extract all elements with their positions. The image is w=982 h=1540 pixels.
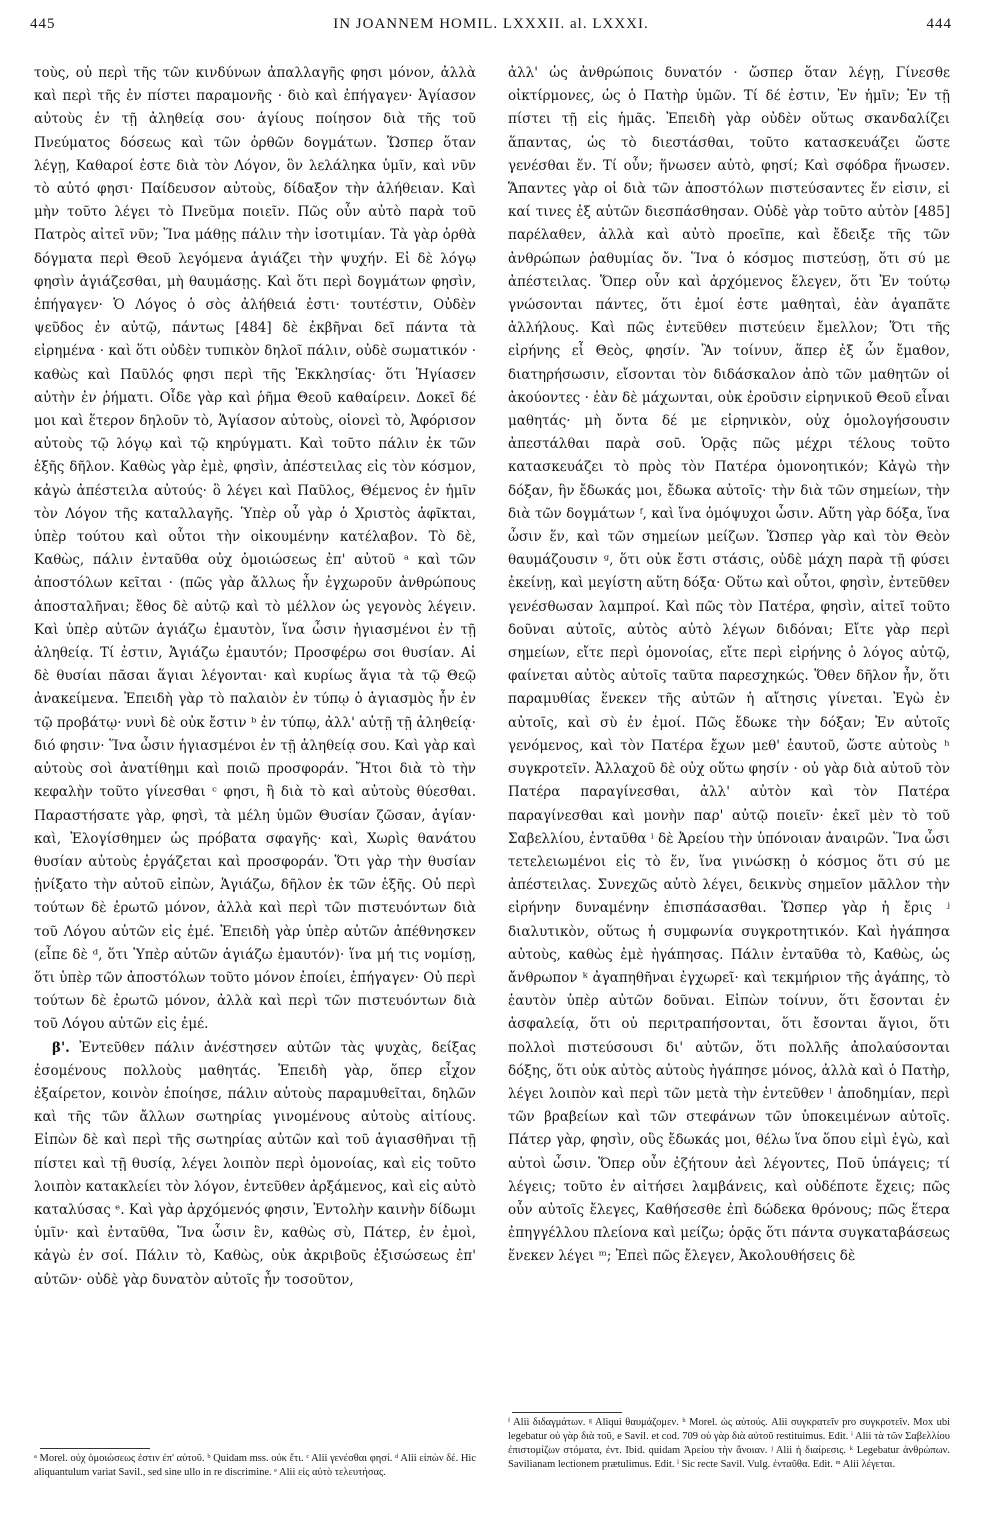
right-paragraph-1: ἀλλ' ὡς ἀνθρώποις δυνατόν · ὥσπερ ὅταν λέγῃ, Γίνεσθε οἰκτίρμονες, ὡς ὁ Πατὴρ ὑμῶν. Τί δέ ἐστιν, Ἐν ἡμῖν; Ἐν τῇ πίστει τῇ εἰς ἡμᾶς. Ἐπειδὴ γὰρ οὐδὲν οὕτως σκανδαλίζει ἅπαντας, ὡς τὸ διεστάσθαι, τοῦτο κατασκευάζει ὥστε γενέσθαι ἕν. Τί οὖν; ἥνωσεν αὐτὸ, φησί; Καὶ σφόδρα ἥνωσεν. Ἅπαντες γὰρ οἱ διὰ τῶν ἀποστόλων πιστεύσαντες ἕν εἰσιν, εἰ καί τινες ἐξ αὐτῶν διεσπάσθησαν. Οὐδὲ γὰρ τοῦτο αὐτὸν [485] παρέλαθεν, ἀλλὰ καὶ αὐτὸ προεῖπε, καὶ ἔδειξε τῆς τῶν ἀνθρώπων ῥαθυμίας ὄν. Ἵνα ὁ κόσμος πιστεύσῃ, ὅτι σύ με ἀπέστειλας. Ὅπερ οὖν καὶ ἀρχόμενος ἔλεγεν, ὅτι Ἐν τούτῳ γνώσονται πάντες, ὅτι ἐμοί ἐστε μαθηταὶ, ἐὰν ἀγαπᾶτε ἀλλήλους. Καὶ πῶς ἐντεῦθεν πιστεύειν ἔμελλον; Ὅτι τῆς εἰρήνης εἶ Θεὸς, φησίν. Ἂν τοίνυν, ἅπερ ἐξ ὧν ἔμαθον, διατηρήσωσιν, εἴσονται τὸν διδάσκαλον ἀπὸ τῶν μαθητῶν οἱ ἀκούοντες · ἐὰν δὲ μάχωνται, οὐκ ἐροῦσιν εἰρηνικοῦ Θεοῦ εἶναι μαθητάς· μὴ ὄντα δέ με εἰρηνικὸν, οὐχ ὁμολογήσουσιν ἀπεστάλθαι παρὰ σοῦ. Ὁρᾷς πῶς μέχρι τέλους τοῦτο κατασκευάζει τὸ πρὸς τὸν Πατέρα ὁμονοητικόν; Κἀγὼ τὴν δόξαν, ἣν ἔδωκάς μοι, ἔδωκα αὐτοῖς· τὴν διὰ τῶν σημείων, τὴν διὰ τῶν δογμάτων ᶠ, καὶ ἵνα ὁμόψυχοι ὦσιν. Αὕτη γὰρ δόξα, ἵνα ὦσιν ἕν, καὶ τῶν σημείων μείζων. Ὥσπερ γὰρ καὶ τὸν Θεὸν θαυμάζουσιν ᵍ, ὅτι οὐκ ἔστι στάσις, οὐδὲ μάχη παρὰ τῇ φύσει ἐκείνῃ, καὶ μεγίστη αὕτη δόξα· Οὕτω καὶ οὗτοι, φησὶν, ἐντεῦθεν γενέσθωσαν λαμπροί. Καὶ πῶς τὸν Πατέρα, φησὶν, αἰτεῖ τοῦτο δοῦναι αὐτοῖς, αὐτὸς αὐτὸ λέγων διδόναι; Εἴτε γὰρ περὶ σημείων, εἴτε περὶ ὁμονοίας, εἴτε περὶ εἰρήνης ὁ λόγος αὐτῷ, φαίνεται αὐτὸς αὐτοῖς ταῦτα παρεσχηκώς. Ὅθεν δῆλον ἦν, ὅτι παραμυθίας ἕνεκεν τῆς αὐτῶν ἡ αἴτησις γίνεται. Ἐγὼ ἐν αὐτοῖς, καὶ σὺ ἐν ἐμοί. Πῶς ἔδωκε τὴν δόξαν; Ἐν αὐτοῖς γενόμενος, καὶ τὸν Πατέρα ἔχων μεθ' ἑαυτοῦ, ὥστε αὐτοὺς ʰ συγκροτεῖν. Ἀλλαχοῦ δὲ οὐχ οὕτω φησίν · οὐ γὰρ διὰ αὐτοῦ τὸν Πατέρα παραγίνεσθαι, ἀλλ' αὐτὸν καὶ τὸν Πατέρα παραγίνεσθαι καὶ μονὴν παρ' αὐτῷ ποιεῖν· ἐκεῖ μὲν τὸ τοῦ Σαβελλίου, ἐνταῦθα ⁱ δὲ Ἀρείου τὴν ὑπόνοιαν ἀναιρῶν. Ἵνα ὦσι τετελειωμένοι εἰς τὸ ἕν, ἵνα γινώσκῃ ὁ κόσμος ὅτι σύ με ἀπέστειλας. Συνεχῶς αὐτὸ λέγει, δεικνὺς σημεῖον μᾶλλον τὴν εἰρήνην δυναμένην ἐπισπάσασθαι. Ὥσπερ γὰρ ἡ ἔρις ʲ διαλυτικὸν, οὕτως ἡ συμφωνία συγκροτητικόν. Καὶ ἠγάπησα αὐτοὺς, καθὼς ἐμὲ ἠγάπησας. Πάλιν ἐνταῦθα τὸ, Καθὼς, ὡς ἄνθρωπον ᵏ ἀγαπηθῆναι ἐγχωρεῖ· καὶ τεκμήριον τῆς ἀγάπης, τὸ ἑαυτὸν ὑπὲρ αὐτῶν δοῦναι. Εἰπὼν τοίνυν, ὅτι ἔσονται ἐν ἀσφαλείᾳ, ὅτι οὐ περιτραπήσονται, ὅτι ἔσονται ἅγιοι, ὅτι πολλοὶ πιστεύσουσι δι' αὐτῶν, ὅτι πολλῆς ἀπολαύσονται δόξης, ὅτι οὐκ αὐτὸς αὐτοὺς ἠγάπησε μόνος, ἀλλὰ καὶ ὁ Πατὴρ, λέγει λοιπὸν καὶ περὶ τῶν μετὰ τὴν ἐντεῦθεν ˡ ἀποδημίαν, περὶ τῶν βραβείων καὶ τῶν στεφάνων τῶν ὑποκειμένων αὐτοῖς. Πάτερ γὰρ, φησὶν, οὓς ἔδωκάς μοι, θέλω ἵνα ὅπου εἰμὶ ἐγὼ, καὶ αὐτοὶ ὦσιν. Ὅπερ οὖν ἐζήτουν ἀεὶ λέγοντες, Ποῦ ὑπάγεις; τί λέγεις; τοῦτο ἐν αἰτήσει λαμβάνεις, καὶ οὐδέποτε ἔχεις; πῶς οὖν αὐτοῖς ἔλεγες, Καθήσεσθε ἐπὶ δώδεκα θρόνους; πῶς ἕτερα ἐπηγγέλλου πλείονα καὶ μείζω; ὁρᾷς ὅτι πάντα συγκαταβάσεως ἕνεκεν λέγει ᵐ; Ἐπεὶ πῶς ἔλεγεν, Ἀκολουθήσεις δὲ	[508, 65, 950, 1265]
left-paragraph-2	[34, 1037, 476, 1292]
page-number-right: 444	[926, 16, 952, 32]
page-header	[30, 16, 952, 44]
running-head: IN JOANNEM HOMIL. LXXXII. al. LXXXI.	[333, 16, 649, 32]
left-paragraph-2-text: Ἐντεῦθεν πάλιν ἀνέστησεν αὐτῶν τὰς ψυχὰς, δείξας ἐσομένους πολλοὺς μαθητάς. Ἐπειδὴ γὰρ, ὅπερ εἶχον ἐξαίρετον, κοινὸν ἐποίησε, πάλιν αὐτοὺς παραμυθεῖται, δηλῶν καὶ τῆς τῶν ἄλλων σωτηρίας γινομένους αὐτοὺς αἰτίους. Εἰπὼν δὲ καὶ περὶ τῆς σωτηρίας αὐτῶν καὶ τοῦ ἁγιασθῆναι τῇ πίστει καὶ τῇ θυσίᾳ, λέγει λοιπὸν περὶ ὁμονοίας, καὶ εἰς τοῦτο λοιπὸν κατακλείει τὸν λόγον, ἐντεῦθεν ἀρξάμενος, καὶ εἰς αὐτὸ καταλύσας ᵉ. Καὶ γὰρ ἀρχόμενός φησιν, Ἐντολὴν καινὴν δίδωμι ὑμῖν· καὶ ἐνταῦθα, Ἵνα ὦσιν ἓν, καθὼς σὺ, Πάτερ, ἐν ἐμοὶ, κἀγὼ ἐν σοί. Πάλιν τὸ, Καθὼς, οὐκ ἀκριβοῦς ἐξισώσεως ἐπ' αὐτῶν· οὐδὲ γὰρ δυνατὸν αὐτοῖς ἦν τοσοῦτον,	[34, 1039, 476, 1288]
page-number-left: 445	[30, 16, 56, 32]
left-paragraph-1: τοὺς, οὐ περὶ τῆς τῶν κινδύνων ἀπαλλαγῆς φησι μόνον, ἀλλὰ καὶ περὶ τῆς ἐν πίστει παραμονῆς · διὸ καὶ ἐπήγαγεν· Ἁγίασον αὐτοὺς ἐν τῇ ἀληθείᾳ σου· ἁγίους ποίησον διὰ τῆς τοῦ Πνεύματος δόσεως καὶ τῶν ὀρθῶν δογμάτων. Ὥσπερ ὅταν λέγῃ, Καθαροί ἐστε διὰ τὸν Λόγον, ὃν λελάληκα ὑμῖν, καὶ νῦν τὸ αὐτό φησι· Παίδευσον αὐτοὺς, δίδαξον τὴν ἀλήθειαν. Καὶ μὴν τοῦτο λέγει τὸ Πνεῦμα ποιεῖν. Πῶς οὖν αὐτὸ παρὰ τοῦ Πατρὸς αἰτεῖ νῦν; Ἵνα μάθῃς πάλιν τὴν ἰσοτιμίαν. Τὰ γὰρ ὀρθὰ δόγματα περὶ Θεοῦ λεγόμενα ἁγιάζει τὴν ψυχήν. Εἰ δὲ λόγῳ φησὶν ἁγιάζεσθαι, μὴ θαυμάσῃς. Καὶ ὅτι περὶ δογμάτων φησὶν, ἐπήγαγεν· Ὁ Λόγος ὁ σὸς ἀλήθειά ἐστι· τουτέστιν, Οὐδὲν ψεῦδος ἐν αὐτῷ, πάντως [484] δὲ ἐκβῆναι δεῖ πάντα τὰ εἰρημένα · καὶ ὅτι οὐδὲν τυπικὸν δηλοῖ πάλιν, οὐδὲ σωματικόν · καθὼς καὶ Παῦλός φησι περὶ τῆς Ἐκκλησίας· ὅτι Ἡγίασεν αὐτὴν ἐν ῥήματι. Οἶδε γὰρ καὶ ῥῆμα Θεοῦ καθαίρειν. Δοκεῖ δέ μοι καὶ ἕτερον δηλοῦν τὸ, Ἁγίασον αὐτοὺς, οἱονεὶ τὸ, Ἀφόρισον αὐτοὺς τῷ λόγῳ καὶ τῷ κηρύγματι. Καὶ τοῦτο πάλιν ἐκ τῶν ἑξῆς δῆλον. Καθὼς γὰρ ἐμὲ, φησὶν, ἀπέστειλας εἰς τὸν κόσμον, κἀγὼ ἀπέστειλα αὐτούς· ὃ λέγει καὶ Παῦλος, Θέμενος ἐν ἡμῖν τὸν Λόγον τῆς καταλλαγῆς. Ὑπὲρ οὗ γὰρ ὁ Χριστὸς ἀφῖκται, ὑπὲρ τούτου καὶ οὗτοι τὴν οἰκουμένην κατέλαβον. Τὸ δὲ, Καθὼς, πάλιν ἐνταῦθα οὐχ ὁμοιώσεως ἐπ' αὐτοῦ ᵃ καὶ τῶν ἀποστόλων κεῖται · (πῶς γὰρ ἄλλως ἦν ἐγχωροῦν ἀνθρώπους ἀποσταλῆναι; ἔθος δὲ αὐτῷ καὶ τὸ μέλλον ὡς γεγονὸς λέγειν. Καὶ ὑπὲρ αὐτῶν ἁγιάζω ἐμαυτὸν, ἵνα ὦσιν ἡγιασμένοι ἐν τῇ ἀληθείᾳ. Τί ἐστιν, Ἁγιάζω ἐμαυτόν; Προσφέρω σοι θυσίαν. Αἱ δὲ θυσίαι πᾶσαι ἅγιαι λέγονται· καὶ κυρίως ἅγια τὰ τῷ Θεῷ ἀνακείμενα. Ἐπειδὴ γὰρ τὸ παλαιὸν ἐν τύπῳ ὁ ἁγιασμὸς ἦν ἐν τῷ προβάτῳ· νυνὶ δὲ οὐκ ἔστιν ᵇ ἐν τύπῳ, ἀλλ' αὐτῇ τῇ ἀληθείᾳ· διό φησιν· Ἵνα ὦσιν ἡγιασμένοι ἐν τῇ ἀληθείᾳ σου. Καὶ γὰρ καὶ αὐτοὺς σοὶ ἀνατίθημι καὶ ποιῶ προσφοράν. Ἤτοι διὰ τὸ τὴν κεφαλὴν τοῦτο γίνεσθαι ᶜ φησι, ἢ διὰ τὸ καὶ αὐτοὺς θύεσθαι. Παραστήσατε γὰρ, φησὶ, τὰ μέλη ὑμῶν Θυσίαν ζῶσαν, ἁγίαν· καὶ, Ἐλογίσθημεν ὡς πρόβατα σφαγῆς· καὶ, Χωρὶς θανάτου θυσίαν αὐτοὺς ἐργάζεται καὶ προσφοράν. Ὅτι γὰρ τὴν θυσίαν ᾐνίξατο τὴν αὐτοῦ εἰπὼν, Ἁγιάζω, δῆλον ἐκ τῶν ἑξῆς. Οὐ περὶ τούτων δὲ ἐρωτῶ μόνον, ἀλλὰ καὶ περὶ τῶν πιστευόντων διὰ τοῦ Λόγου αὐτῶν εἰς ἐμέ. Ἐπειδὴ γὰρ ὑπὲρ αὐτῶν ἀπέθνησκεν (εἶπε δὲ ᵈ, ὅτι Ὑπὲρ αὐτῶν ἁγιάζω ἐμαυτόν)· ἵνα μή τις νομίσῃ, ὅτι ὑπὲρ τῶν ἀποστόλων τοῦτο μόνον ἐποίει, ἐπήγαγεν· Οὐ περὶ τούτων δὲ ἐρωτῶ μόνον, ἀλλὰ καὶ περὶ τῶν πιστευόντων διὰ τοῦ Λόγου αὐτῶν εἰς ἐμέ.	[34, 65, 476, 1033]
footnote-rule-left	[40, 1448, 150, 1449]
footnotes-left: ᵃ Morel. οὐχ ὁμοιώσεως ἐστιν ἐπ' αὐτοῦ. ᵇ Quidam mss. οὐκ ἔτι. ᶜ Alii γενέσθαι φησί. ᵈ Alii εἰπὼν δέ. Hic aliquantulum variat Savil., sed sine ullo in re discrimine. ᵉ Alii εἰς αὐτὸ τελευτήσας.	[34, 1453, 476, 1478]
left-column	[34, 62, 476, 1442]
right-column	[508, 62, 950, 1407]
footnotes-right: ᶠ Alii διδαγμάτων. ᵍ Aliqui θαυμάζομεν. ʰ Morel. ὡς αὐτούς. Alii συγκρατεῖν pro συγκροτεῖν. Mox ubi legebatur οὐ γὰρ διὰ τοῦ, e Savil. et cod. 709 οὐ γὰρ διὰ αὐτοῦ restituimus. Edit. ⁱ Alii τὰ τῶν Σαβελλίου ἐπιστομίζων στόματα, ἐντ. Ibid. quidam Ἀρείου τὴν ἄνοιαν. ʲ Alii ἡ διαίρεσις. ᵏ Legebatur ἀνθρώπων. Savilianam lectionem prætulimus. Edit. ˡ Sic recte Savil. Vulg. ἐνταῦθα. Edit. ᵐ Alii λέγεται.	[508, 1417, 950, 1470]
section-number: β'.	[52, 1039, 70, 1056]
footnote-rule-right	[512, 1412, 622, 1413]
